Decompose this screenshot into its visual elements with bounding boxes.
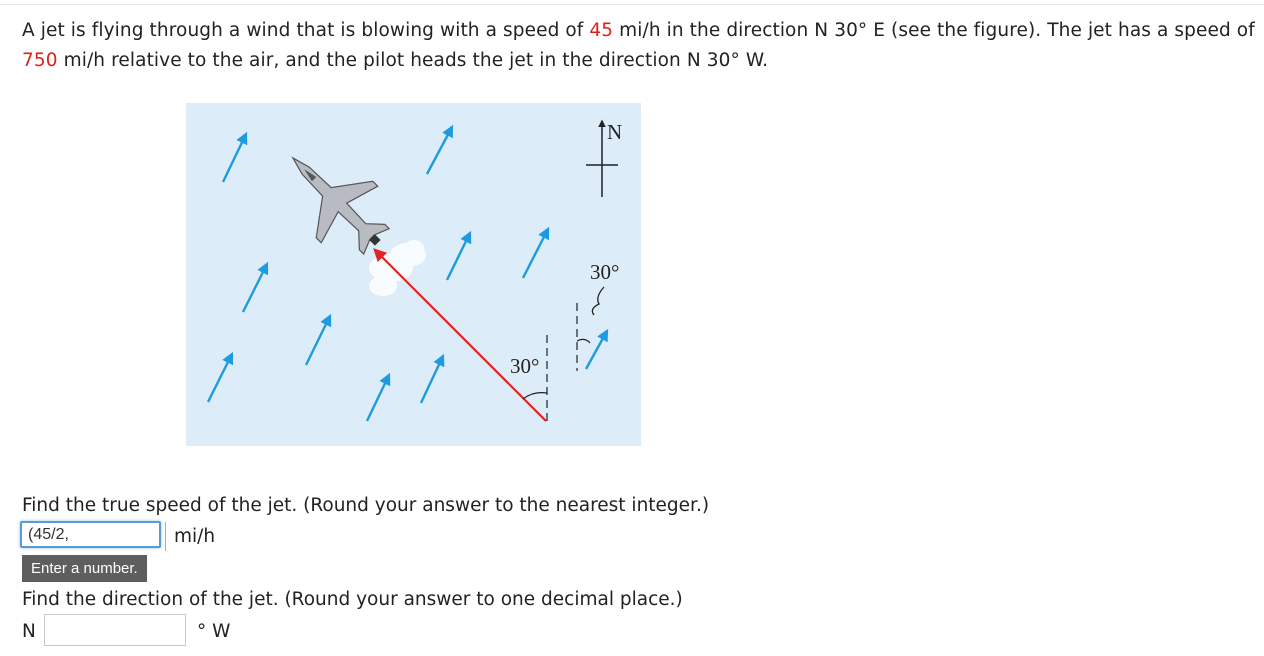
question-2-text: Find the direction of the jet. (Round your answer to one decimal place.) [22,589,683,610]
jet-velocity-vector [375,250,546,421]
direction-suffix-label: ° W [197,621,231,642]
wind-arrow-icon [367,375,389,421]
jet-icon [265,130,406,271]
problem-text-3: mi/h relative to the air, and the pilot heads the jet in the direction N 30° W. [57,50,769,71]
jet-angle-label: 30° [510,354,540,378]
jet-speed-value: 750 [22,50,58,71]
jet-angle-arc [523,393,547,399]
wind-speed-value: 45 [589,20,614,41]
wind-arrow-icon [586,331,607,369]
wind-angle-label: 30° [590,260,620,284]
speed-unit-label: mi/h [165,522,215,551]
wind-arrow-icon [208,354,232,402]
wind-arrow-icon [243,264,267,312]
direction-prefix-label: N [22,621,36,642]
north-label: N [607,120,623,144]
figure-svg [186,103,641,446]
cloud-icon [369,240,426,296]
question-1-text: Find the true speed of the jet. (Round your answer to the nearest integer.) [22,495,710,516]
problem-text-1: A jet is flying through a wind that is blowing with a speed of [22,20,590,41]
wind-arrow-icon [523,229,548,278]
wind-jet-figure [186,103,641,446]
true-speed-input[interactable] [20,521,161,548]
wind-arrow-icon [421,356,443,403]
input-hint-tooltip: Enter a number. [22,555,147,582]
top-divider [0,4,1264,5]
wind-arrow-icon [447,233,470,280]
wind-angle-squiggle [592,287,604,315]
wind-arrow-icon [306,316,330,365]
wind-arrow-icon [427,127,452,174]
wind-angle-arc [577,339,590,343]
direction-input[interactable] [44,614,186,646]
problem-statement [22,16,1258,76]
problem-text-2: mi/h in the direction N 30° E (see the figure). The jet has a speed of [613,20,1255,41]
wind-arrow-icon [223,134,246,182]
